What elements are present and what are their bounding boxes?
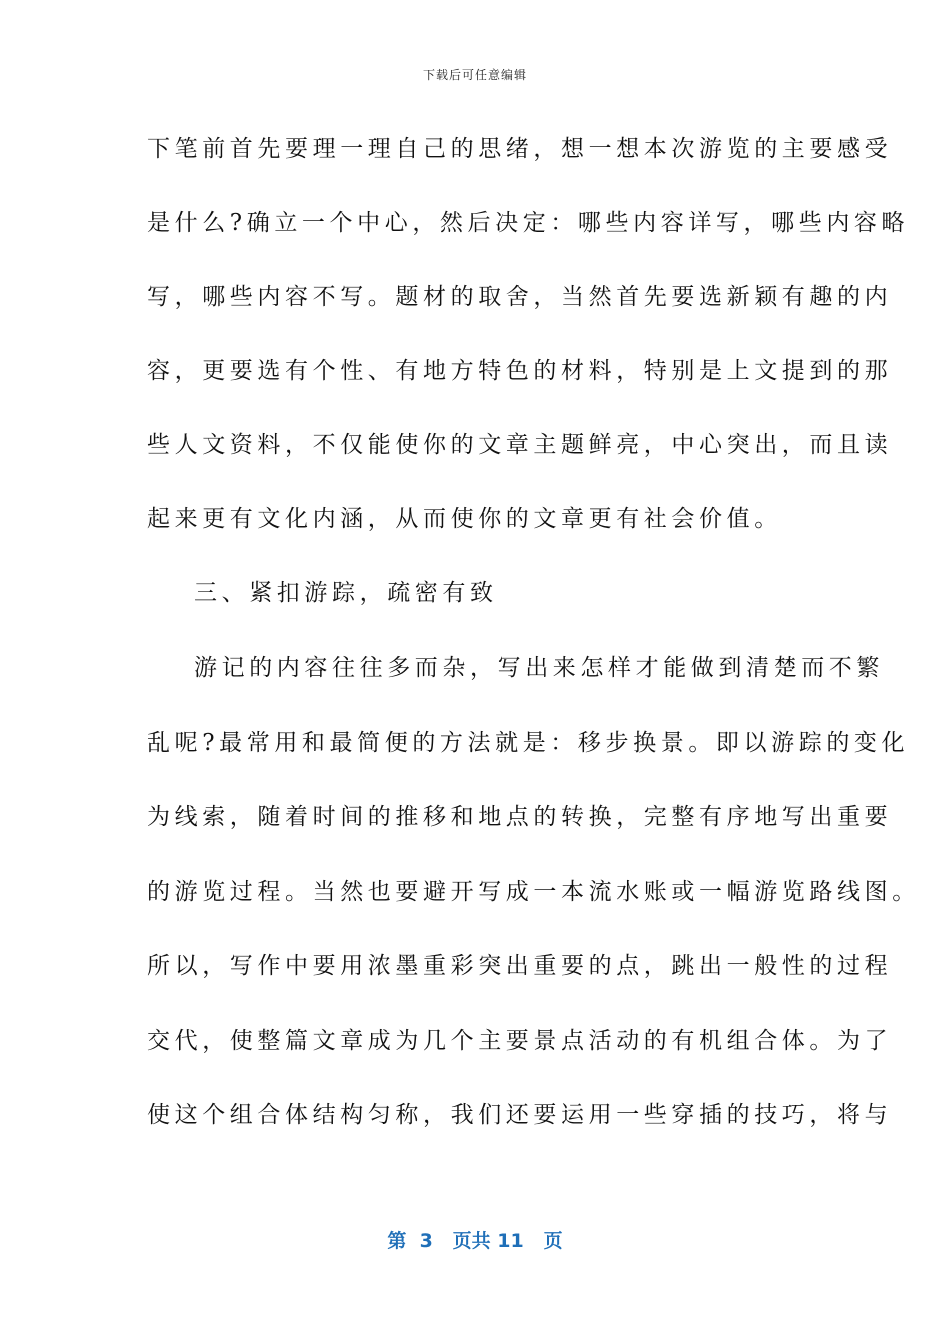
text-line: 使这个组合体结构匀称，我们还要运用一些穿插的技巧，将与 — [147, 1102, 893, 1128]
text-line: 下笔前首先要理一理自己的思绪，想一想本次游览的主要感受 — [147, 136, 893, 162]
text-line: 容，更要选有个性、有地方特色的材料，特别是上文提到的那 — [147, 358, 893, 384]
page-header-note: 下载后可任意编辑 — [422, 68, 527, 82]
text-line: 起来更有文化内涵，从而使你的文章更有社会价值。 — [147, 506, 782, 532]
text-line: 所以，写作中要用浓墨重彩突出重要的点，跳出一般性的过程 — [147, 953, 893, 979]
text-line: 些人文资料，不仅能使你的文章主题鲜亮，中心突出，而且读 — [147, 432, 893, 458]
text-line: 乱呢?最常用和最简便的方法就是：移步换景。即以游踪的变化 — [147, 730, 910, 756]
text-line: 交代，使整篇文章成为几个主要景点活动的有机组合体。为了 — [147, 1028, 893, 1054]
text-line: 是什么?确立一个中心，然后决定：哪些内容详写，哪些内容略 — [147, 210, 910, 236]
page-number: 第 3 页共 11 页 — [387, 1230, 563, 1252]
section-heading: 三、紧扣游踪，疏密有致 — [194, 580, 498, 606]
text-line: 的游览过程。当然也要避开写成一本流水账或一幅游览路线图。 — [147, 879, 920, 905]
text-line: 为线索，随着时间的推移和地点的转换，完整有序地写出重要 — [147, 804, 893, 830]
text-line: 写，哪些内容不写。题材的取舍，当然首先要选新颖有趣的内 — [147, 284, 893, 310]
text-line: 游记的内容往往多而杂，写出来怎样才能做到清楚而不繁 — [194, 655, 884, 681]
